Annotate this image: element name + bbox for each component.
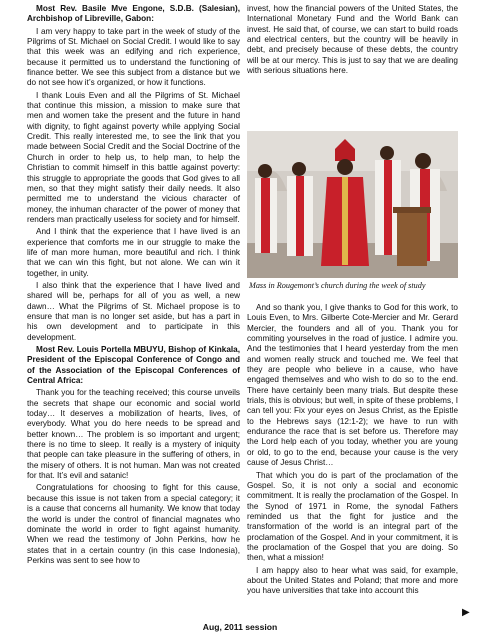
page-footer: Aug, 2011 session bbox=[202, 622, 278, 632]
right-column-bottom bbox=[247, 303, 458, 599]
speaker-heading: Most Rev. Louis Portella MBUYU, Bishop of Kinkala, President of the Episcopal Conference of Congo and of the Association of the Episcopal Conferences of Central Africa: bbox=[27, 345, 240, 386]
mass-photo bbox=[247, 131, 458, 278]
body-paragraph: And I think that the experience that I have lived is an experience that comforts me in our struggle to make the life of man more human, more beautiful and rich. I think that we can win this fight, but not alone. We can win it together, in unity. bbox=[27, 227, 240, 278]
continue-arrow-icon: ▶ bbox=[462, 607, 470, 618]
body-paragraph: And so thank you, I give thanks to God for this work, to Louis Even, to Mrs. Gilberte Cote-Mercier and Mr. Gerard Mercier, the founders and all of you. Thank you for commiting yourselves in the road of justice. I admire you. And the testimonies that I heard yesterday from the men and women really struck and touched me. We feel that they are people who believe in a cause, who have engaged themselves and who wish to do so to the end. There have certainly been many trials. But despite these trials, this is obvious; but well, in spite of these problems, I can tell you: Fix your eyes on Jesus Christ, as the Epistle to the Hebrews says (12:1-2); we have to run with endurance the race that is set before us. Therefore may the Lord help each of you today, whether you are young or old, to go to the end, because your cause is the very cause of Jesus Christ… bbox=[247, 303, 458, 468]
speaker-heading: Most Rev. Basile Mve Engone, S.D.B. (Salesian), Archbishop of Libreville, Gabon: bbox=[27, 4, 240, 24]
body-paragraph: I also think that the experience that I have lived and shared will be, perhaps for all of you as well, a new dawn… What the Pilgrims of St. Michael propose is to ensure that man is no longer set aside, but has a part in his own development and to participate in this development. bbox=[27, 280, 240, 342]
left-column bbox=[27, 4, 240, 568]
body-paragraph: That which you do is part of the proclamation of the Gospel. So, it is not only a social and economic commitment. It is really the proclamation of the Gospel. In the Synod of 1971 in Rome, the synodal Fathers reminded us that the fight for justice and the transformation of the world is an integral part of the proclamation of the Gospel. And in your commitment, it is the proclamation of the Gospel that you are doing. So then, what a mission! bbox=[247, 470, 458, 563]
mass-photo-illustration bbox=[247, 131, 458, 278]
photo-caption: Mass in Rougemont’s church during the week of study bbox=[249, 281, 426, 290]
body-paragraph: I am happy also to hear what was said, for example, about the United States and Poland; that more and more you have universities that take into account this bbox=[247, 565, 458, 596]
body-paragraph: Thank you for the teaching received; this course unveils the secrets that shape our economic and social world today… It deserves a mobilization of hearts, lives, of everybody. What you do here needs to be spread and better known… The problem is so important and urgent; there is no time to sleep. It really is a mystery of iniquity that people can take pleasure in the suffering of others, in the misery of others. It is not human. Man was not created for that. It’s evil and satanic! bbox=[27, 388, 240, 481]
body-paragraph: I am very happy to take part in the week of study of the Pilgrims of St. Michael on Social Credit. I would like to say that this week was an edifying and rich experience, because it permitted us to understand the functioning of finance better. We see this subject from a distance but we do not see how it’s organized, or how it functions. bbox=[27, 26, 240, 88]
right-column-top bbox=[247, 4, 458, 78]
body-paragraph: Congratulations for choosing to fight for this cause, because this issue is not taken from a special category; it is a cause that concerns all humanity. We know that today the world is under the control of financial magnates who dominate the world in order to fight against humanity. When we read the testimony of John Perkins, how he states that in a certain country (in this case Indonesia), Perkins was sent to see how to bbox=[27, 483, 240, 565]
body-paragraph: invest, how the financial powers of the United States, the International Monetary Fund and the World Bank can invest. He said that, of course, we can start to build roads and electrical centers, but the country will be heavily in debt, and precisely because of these debts, the country will be at our mercy. This is just to say that we are dealing with serious situations here. bbox=[247, 4, 458, 76]
body-paragraph: I thank Louis Even and all the Pilgrims of St. Michael that continue this mission, a mission to make sure that men and women take the present and the future in hand with dignity, to fight against poverty while applying Social Credit. This really interested me, to see the link that you made between Social Credit and the Social Doctrine of the Church in order to help us, to help man, to help the Christian to commit himself in this battle against poverty: this struggle to appropriate the goods that God gives to all men, so that they might satisfy their daily needs. It also permitted me to understand the vicious character of money, the inhuman character of the power of money that renders man practically useless for society and for himself. bbox=[27, 90, 240, 224]
